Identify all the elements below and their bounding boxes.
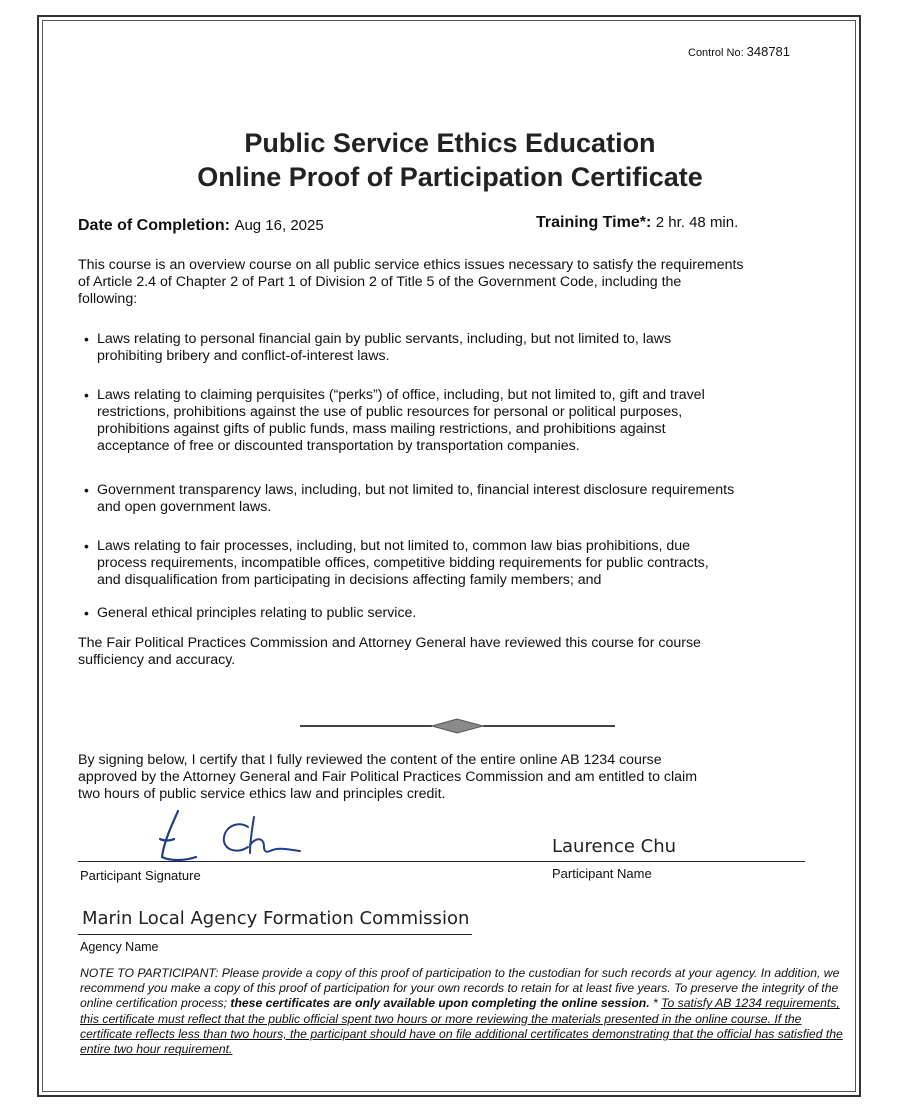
bullet-dot: • [84,605,89,621]
bullet-dot: • [84,331,89,347]
date-value: Aug 16, 2025 [234,217,324,234]
agency-line [78,934,472,935]
note-underlined-text: To satisfy AB 1234 requirements, this certificate must reflect that the public official spent two hours or more reviewing the materials presented in the online course. If the certificate reflects less than two hours, the participant should have on file additional certificates demonstrating that the official has satisfied the entire two hour requirement. [80,996,843,1057]
handwritten-signature [150,805,320,867]
note-to-participant: NOTE TO PARTICIPANT: Please provide a copy of this proof of participation to the custodian for such records at your agency. In addition, we recommend you make a copy of this proof of participation for your own records to retain for at least five years. To preserve the integrity of the online certification process; these certificates are only available upon completing the online session. * To satisfy AB 1234 requirements, this certificate must reflect that the public official spent two hours or more reviewing the materials presented in the online course. If the certificate reflects less than two hours, the participant should have on file additional certificates demonstrating that the official has satisfied the entire two hour requirement. [80,966,843,1057]
participant-signature-label: Participant Signature [80,868,201,883]
ornamental-divider [300,718,615,734]
review-paragraph: The Fair Political Practices Commission and Attorney General have reviewed this course for course sufficiency and accuracy. [78,635,701,668]
training-time [536,214,738,232]
control-label: Control No: [688,47,744,59]
note-bold-text: these certificates are only available upon completing the online session. [230,996,650,1011]
intro-line: following: [78,291,138,307]
time-label: Training Time*: [536,214,652,231]
control-value: 348781 [746,44,791,59]
participant-name-label: Participant Name [552,866,652,881]
participant-name: Laurence Chu [552,836,677,857]
bullet-item: Laws relating to personal financial gain by public servants, including, but not limited to, laws prohibiting bribery and conflict-of-interest laws. [97,331,672,364]
bullet-dot: • [84,538,89,554]
certificate-title-line2: Online Proof of Participation Certificate [197,162,703,192]
certificate-title-line1: Public Service Ethics Education [244,128,656,158]
date-label: Date of Completion: [78,217,230,234]
bullet-dot: • [84,387,89,403]
intro-line: This course is an overview course on all public service ethics issues necessary to satisfy the requirements [78,257,744,273]
certification-paragraph: By signing below, I certify that I fully reviewed the content of the entire online AB 1234 course approved by the Attorney General and Fair Political Practices Commission and am entitled to claim two hours of public service ethics law and principles credit. [78,752,698,802]
intro-line: of Article 2.4 of Chapter 2 of Part 1 of Division 2 of Title 5 of the Government Code, including the [78,274,682,290]
intro-paragraph [78,257,868,308]
signature-line [78,861,805,862]
bullet-item: Laws relating to fair processes, including, but not limited to, common law bias prohibitions, due process requirements, incompatible offices, competitive bidding requirements for public contracts, and disqualification from participating in decisions affecting family members; and [97,538,709,588]
completion-date [78,217,324,235]
bullet-item: Government transparency laws, including, but not limited to, financial interest disclosure requirements and open government laws. [97,482,735,515]
bullet-dot: • [84,482,89,498]
time-value: 2 hr. 48 min. [655,214,739,231]
control-number [688,44,790,59]
agency-name: Marin Local Agency Formation Commission [82,908,470,929]
bullet-item: General ethical principles relating to public service. [97,605,417,621]
bullet-item: Laws relating to claiming perquisites (“perks”) of office, including, but not limited to, gift and travel restrictions, prohibitions against the use of public resources for personal or political purposes, prohibitions against gifts of public funds, mass mailing restrictions, and prohibitions against acceptance of free or discounted transportation by transportation companies. [97,387,705,454]
agency-name-label: Agency Name [80,940,159,954]
